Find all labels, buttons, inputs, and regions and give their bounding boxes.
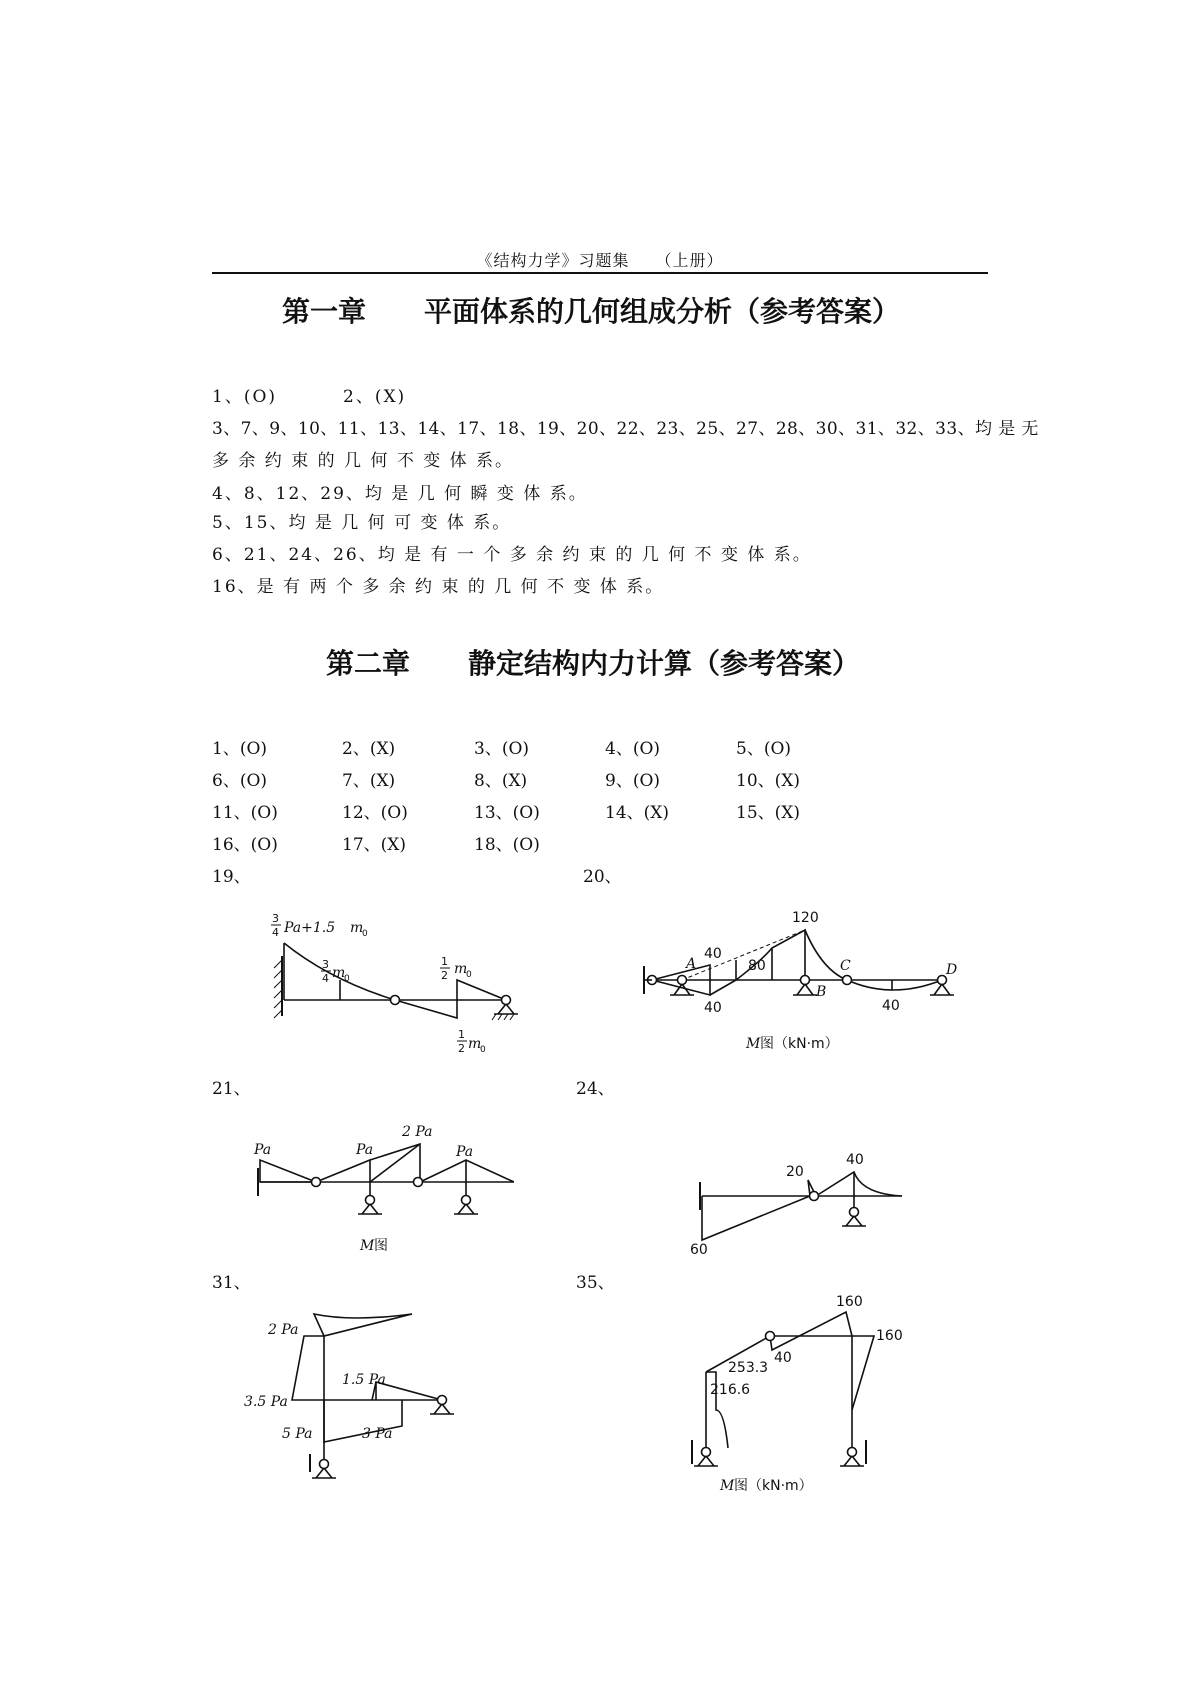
fig21-caption-m: M [360,1238,375,1254]
fig35-value-253-3: 253.3 [728,1360,769,1376]
ch2-answer-item: 12、(O) [342,803,408,823]
ch2-answer-item: 1、(O) [212,739,268,759]
ch2-answer-item: 9、(O) [605,771,661,791]
chapter2-number: 第二章 [326,647,411,680]
fig19-frac-right-num: 1 [441,955,448,968]
fig19-frac-bottom-num: 1 [458,1028,465,1041]
fig21-label-pa-2: Pa [356,1142,374,1158]
fig21-label-2pa: 2 Pa [402,1124,433,1140]
fig35-value-40: 40 [774,1350,792,1366]
fig19-frac-mid-den: 4 [322,972,329,985]
ch2-answer-item: 11、(O) [212,803,278,823]
ch2-answer-item: 6、(O) [212,771,268,791]
ch2-answer-item: 5、(O) [736,739,792,759]
ch1-answer-1: 1、(O) [212,387,278,407]
figure-24-moment-diagram [690,1150,920,1260]
question-19-number: 19、 [212,867,251,887]
question-35-number: 35、 [576,1273,615,1293]
fig31-label-1-5pa: 1.5 Pa [342,1372,386,1388]
figure-19-moment-diagram [270,900,540,1060]
ch2-answer-item: 7、(X) [342,771,396,791]
chapter1-heading [282,290,900,330]
fig31-label-3pa: 3 Pa [362,1426,393,1442]
fig19-sub-mid: 0 [344,974,350,984]
fig19-frac-bottom-den: 2 [458,1042,465,1055]
fig20-value-80: 80 [748,958,766,974]
ch1-answer-3-line2: 多 余 约 束 的 几 何 不 变 体 系。 [212,451,515,471]
fig35-value-160-right: 160 [876,1328,903,1344]
fig20-value-120: 120 [792,910,819,926]
fig20-caption: 图（kN·m） [760,1036,839,1052]
figure-20-moment-diagram [632,900,962,1060]
ch1-answer-6: 6、21、24、26、均 是 有 一 个 多 余 约 束 的 几 何 不 变 体 系。 [212,545,812,565]
figure-35-moment-diagram [676,1294,916,1500]
fig35-caption: 图（kN·m） [734,1478,813,1494]
fig19-frac-top-den: 4 [272,926,279,939]
ch2-answer-item: 18、(O) [474,835,540,855]
ch2-answer-item: 14、(X) [605,803,669,823]
question-20-number: 20、 [583,867,622,887]
fig20-label-B: B [816,984,827,1000]
ch2-answer-item: 10、(X) [736,771,800,791]
fig19-frac-top-num: 3 [272,912,279,925]
fig19-label-mid: m [332,965,346,981]
fig31-label-2pa: 2 Pa [268,1322,299,1338]
ch1-answer-5: 5、15、均 是 几 何 可 变 体 系。 [212,513,512,533]
fig19-frac-right-den: 2 [441,969,448,982]
question-24-number: 24、 [576,1079,615,1099]
fig31-label-5pa: 5 Pa [282,1426,313,1442]
fig35-value-160-top: 160 [836,1294,863,1310]
fig19-sub-bottom: 0 [480,1045,486,1055]
fig19-label-bottom: m [468,1036,482,1052]
chapter2-heading [326,642,860,682]
question-21-number: 21、 [212,1079,251,1099]
fig31-label-3-5pa: 3.5 Pa [244,1394,288,1410]
fig21-label-pa-1: Pa [254,1142,272,1158]
fig19-frac-mid-num: 3 [322,958,329,971]
ch2-answer-item: 15、(X) [736,803,800,823]
ch1-answer-16: 16、是 有 两 个 多 余 约 束 的 几 何 不 变 体 系。 [212,577,665,597]
header-rule [212,272,988,274]
chapter1-title: 平面体系的几何组成分析（参考答案） [424,295,901,328]
ch2-answer-item: 13、(O) [474,803,540,823]
ch1-answer-2: 2、(X) [343,387,407,407]
fig20-value-40-bottom: 40 [704,1000,722,1016]
fig24-value-40: 40 [846,1152,864,1168]
chapter1-number: 第一章 [282,295,367,328]
ch2-answer-item: 2、(X) [342,739,396,759]
fig20-label-A: A [686,956,697,972]
figure-31-moment-diagram [244,1296,472,1496]
fig19-label-right: m [454,961,468,977]
ch2-answer-item: 3、(O) [474,739,530,759]
fig20-value-40-right: 40 [882,998,900,1014]
svg-text:m: m [350,920,364,936]
fig20-label-D: D [946,962,958,978]
ch2-answer-item: 4、(O) [605,739,661,759]
ch2-answer-item: 8、(X) [474,771,528,791]
ch1-answer-3-line1: 3、7、9、10、11、13、14、17、18、19、20、22、23、25、27、28、30、31、32、33、均 是 无 [212,419,1039,439]
fig35-caption-m: M [720,1478,735,1494]
figure-21-moment-diagram [252,1110,532,1270]
ch2-answer-item: 17、(X) [342,835,406,855]
fig19-sub-right: 0 [466,970,472,980]
fig20-label-C: C [840,958,851,974]
fig21-label-pa-3: Pa [456,1144,474,1160]
fig20-caption-m: M [746,1036,761,1052]
ch2-answer-item: 16、(O) [212,835,278,855]
running-header-title: 《结构力学》习题集 （上册） [476,251,724,270]
chapter2-title: 静定结构内力计算（参考答案） [468,647,861,680]
fig20-value-40-top: 40 [704,946,722,962]
fig24-value-60: 60 [690,1242,708,1258]
fig35-value-216-6: 216.6 [710,1382,751,1398]
ch1-answer-4: 4、8、12、29、均 是 几 何 瞬 变 体 系。 [212,484,588,504]
fig24-value-20: 20 [786,1164,804,1180]
fig19-label-top: Pa+1.5 [284,920,336,936]
question-31-number: 31、 [212,1273,251,1293]
fig19-sub-top: 0 [362,929,368,939]
fig21-caption: 图 [374,1238,388,1254]
